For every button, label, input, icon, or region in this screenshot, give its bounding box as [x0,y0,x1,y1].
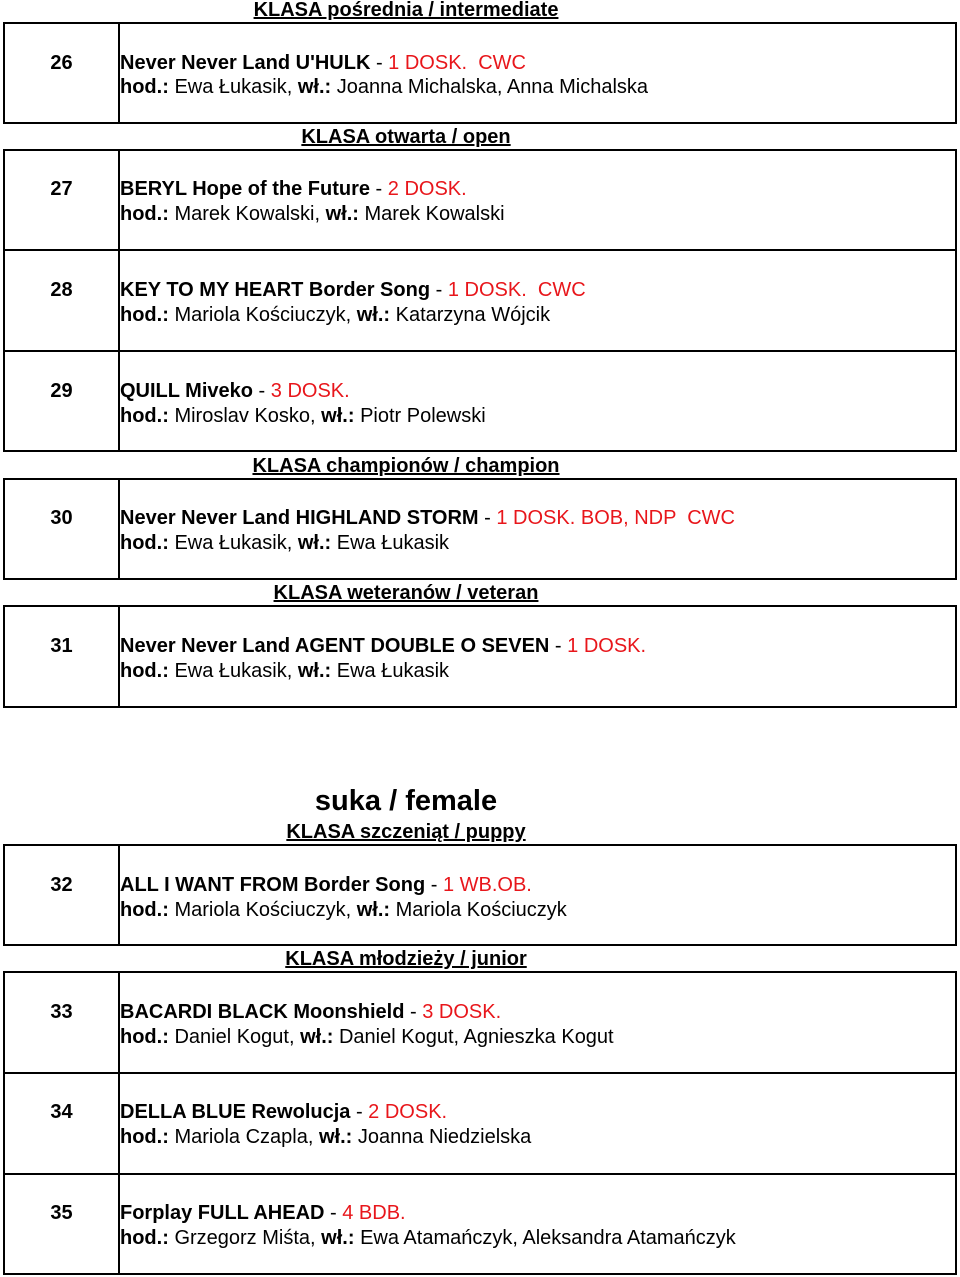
breeder-value: Daniel Kogut, [174,1026,295,1048]
awards: BOB, NDP CWC [580,507,735,529]
entry-title-line [120,1100,447,1124]
class-heading-champion: KLASA championów / champion [252,455,560,477]
separator: - [430,279,448,301]
separator: - [478,507,497,529]
entry-owner-line [120,659,449,683]
entry-30 [3,478,957,580]
dog-name: QUILL Miveko [120,380,253,402]
owner-label: wł.: [297,660,332,682]
owner-value: Ewa Łukasik [336,532,450,554]
breeder-value: Grzegorz Miśta, [174,1227,316,1249]
entry-33 [3,971,957,1074]
grade: 4 BDB. [342,1202,406,1224]
grade: 3 DOSK. [270,380,350,402]
breeder-label: hod.: [120,203,169,225]
awards: CWC [478,52,526,74]
owner-label: wł.: [356,899,391,921]
entry-owner-line [120,1125,531,1149]
breeder-label: hod.: [120,304,169,326]
dog-name: Forplay FULL AHEAD [120,1202,325,1224]
entry-number: 26 [50,52,73,74]
breeder-label: hod.: [120,76,169,98]
grade: 1 WB.OB. [442,874,532,896]
owner-label: wł.: [325,203,359,225]
class-heading-veteran: KLASA weteranów / veteran [273,582,539,604]
separator: - [324,1202,343,1224]
owner-value: Daniel Kogut, Agnieszka Kogut [338,1026,614,1048]
grade: 3 DOSK. [422,1001,502,1023]
dog-name: DELLA BLUE Rewolucja [120,1101,351,1123]
entry-owner-line [120,303,550,327]
entry-27 [3,149,957,251]
entry-title-line [120,634,646,658]
breeder-value: Marek Kowalski, [174,203,321,225]
breeder-value: Ewa Łukasik, [174,532,293,554]
entry-owner-line [120,1025,614,1049]
owner-value: Mariola Kościuczyk [395,899,567,921]
entry-title-line [120,278,586,302]
entry-number: 28 [50,279,73,301]
breeder-label: hod.: [120,1227,169,1249]
breeder-label: hod.: [120,899,169,921]
breeder-value: Miroslav Kosko, [174,405,316,427]
owner-label: wł.: [321,1227,355,1249]
class-heading-puppy: KLASA szczeniąt / puppy [286,821,526,843]
owner-label: wł.: [297,532,332,554]
entry-number: 35 [50,1202,73,1224]
owner-value: Ewa Atamańczyk, Aleksandra Atamańczyk [360,1227,736,1249]
grade: 2 DOSK. [387,178,467,200]
entry-title-line [120,379,350,403]
breeder-value: Ewa Łukasik, [174,660,293,682]
breeder-label: hod.: [120,532,169,554]
separator: - [370,52,389,74]
entry-26 [3,22,957,124]
separator: - [425,874,443,896]
class-heading-intermediate: KLASA pośrednia / intermediate [253,0,559,21]
breeder-label: hod.: [120,405,169,427]
owner-label: wł.: [297,76,332,98]
owner-value: Ewa Łukasik [336,660,450,682]
entry-34 [3,1072,957,1175]
owner-value: Piotr Polewski [360,405,486,427]
class-heading-open: KLASA otwarta / open [301,126,511,148]
entry-number: 34 [50,1101,73,1123]
entry-title-line [120,873,532,897]
breeder-value: Mariola Kościuczyk, [174,304,352,326]
section-heading-female: suka / female [314,785,498,817]
dog-name: Never Never Land U'HULK [120,52,371,74]
entry-number: 30 [50,507,73,529]
grade: 1 DOSK. [447,279,527,301]
separator: - [253,380,271,402]
entry-number: 32 [50,874,73,896]
owner-value: Katarzyna Wójcik [395,304,551,326]
awards: CWC [537,279,586,301]
entry-owner-line [120,1226,736,1250]
separator: - [404,1001,423,1023]
entry-owner-line [120,404,486,428]
breeder-value: Mariola Czapla, [174,1126,314,1148]
grade: 1 DOSK. [388,52,468,74]
entry-29 [3,350,957,452]
owner-value: Marek Kowalski [364,203,505,225]
owner-label: wł.: [300,1026,334,1048]
entry-28 [3,249,957,352]
grade: 1 DOSK. [496,507,576,529]
entry-title-line [120,506,735,530]
breeder-label: hod.: [120,660,169,682]
breeder-label: hod.: [120,1026,169,1048]
grade: 1 DOSK. [567,635,647,657]
dog-name: Never Never Land HIGHLAND STORM [120,507,479,529]
entry-title-line [120,1201,406,1225]
owner-label: wł.: [318,1126,353,1148]
entry-31 [3,605,957,708]
entry-owner-line [120,75,648,99]
owner-label: wł.: [321,405,355,427]
entry-32 [3,844,957,946]
breeder-label: hod.: [120,1126,169,1148]
breeder-value: Ewa Łukasik, [174,76,293,98]
separator: - [549,635,568,657]
owner-value: Joanna Michalska, Anna Michalska [336,76,649,98]
owner-value: Joanna Niedzielska [357,1126,532,1148]
entry-number: 27 [50,178,73,200]
breeder-value: Mariola Kościuczyk, [174,899,352,921]
dog-name: ALL I WANT FROM Border Song [120,874,426,896]
separator: - [370,178,388,200]
class-heading-junior: KLASA młodzieży / junior [285,948,527,970]
entry-title-line [120,51,526,75]
grade: 2 DOSK. [368,1101,448,1123]
dog-name: KEY TO MY HEART Border Song [120,279,431,301]
entry-number: 33 [50,1001,73,1023]
entry-number: 29 [50,380,73,402]
entry-title-line [120,1000,501,1024]
entry-owner-line [120,531,449,555]
entry-owner-line [120,898,567,922]
dog-name: BERYL Hope of the Future [120,178,370,200]
owner-label: wł.: [356,304,391,326]
dog-name: Never Never Land AGENT DOUBLE O SEVEN [120,635,550,657]
entry-number: 31 [50,635,73,657]
entry-title-line [120,177,467,201]
entry-owner-line [120,202,505,226]
entry-35 [3,1173,957,1275]
dog-name: BACARDI BLACK Moonshield [120,1001,405,1023]
separator: - [350,1101,369,1123]
